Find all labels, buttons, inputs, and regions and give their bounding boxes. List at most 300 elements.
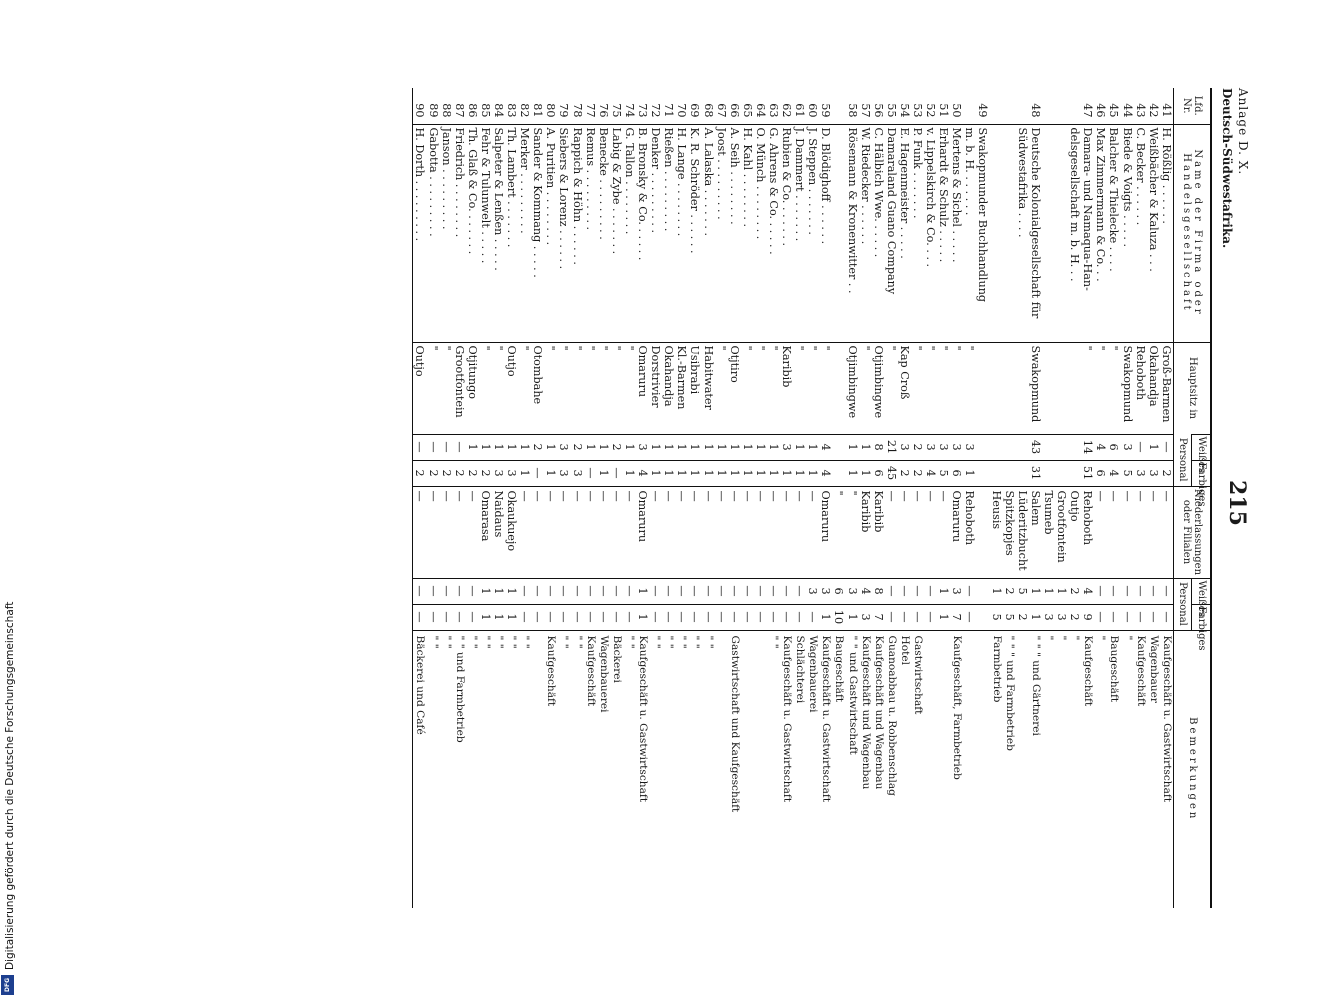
cell-niederlassung: — bbox=[610, 486, 623, 578]
cell-nr: 90 bbox=[413, 103, 427, 118]
cell-weiss-2: 5 bbox=[1016, 578, 1029, 604]
cell-weiss-2: 6 bbox=[832, 578, 845, 604]
cell-weiss: 1 bbox=[544, 434, 557, 460]
cell-farbig-2: — bbox=[1107, 604, 1120, 630]
cell-place: Okahandja bbox=[1147, 342, 1160, 434]
cell-place: " bbox=[937, 342, 950, 434]
header-niederlassungen: Niederlassungen oder Filialen bbox=[1173, 486, 1211, 578]
cell-farbig bbox=[1068, 460, 1081, 486]
cell-name bbox=[832, 124, 845, 342]
cell-nr: 42 bbox=[1146, 103, 1160, 118]
cell-place: Okahandja bbox=[662, 342, 675, 434]
cell-farbig-2: — bbox=[701, 604, 714, 630]
table-row bbox=[597, 88, 610, 908]
cell-farbig: 2 bbox=[1160, 460, 1174, 486]
cell-weiss: 1 bbox=[754, 434, 767, 460]
header-farbig-2: Farbiges bbox=[1192, 604, 1211, 630]
cell-weiss-2: — bbox=[688, 578, 701, 604]
cell-name: Erhardt & Schulz . . . . . bbox=[937, 124, 950, 342]
cell-niederlassung: — bbox=[557, 486, 570, 578]
cell-farbig-2: — bbox=[793, 604, 806, 630]
cell-place bbox=[1055, 342, 1068, 434]
header-bemerkungen: Bemerkungen bbox=[1173, 630, 1211, 908]
cell-farbig: 1 bbox=[518, 460, 531, 486]
cell-name: A. Lalaska . . . . . . . bbox=[701, 124, 714, 342]
cell-weiss: 1 bbox=[688, 434, 701, 460]
cell-bemerkung bbox=[741, 630, 754, 908]
cell-farbig: 4 bbox=[1107, 460, 1120, 486]
cell-farbig-2: — bbox=[1134, 604, 1147, 630]
cell-niederlassung: Rehoboth bbox=[1081, 486, 1094, 578]
cell-weiss-2: — bbox=[963, 578, 976, 604]
cell-weiss-2: — bbox=[715, 578, 728, 604]
cell-farbig: 1 bbox=[728, 460, 741, 486]
table-row bbox=[1094, 88, 1107, 908]
cell-nr: 73 bbox=[636, 103, 650, 118]
cell-weiss-2: — bbox=[1147, 578, 1160, 604]
cell-farbig: 6 bbox=[1094, 460, 1107, 486]
cell-niederlassung: Rehoboth bbox=[963, 486, 976, 578]
cell-nr: 78 bbox=[570, 103, 584, 118]
cell-place: " bbox=[610, 342, 623, 434]
cell-nr: 64 bbox=[753, 103, 767, 118]
cell-bemerkung: " " " und Farmbetrieb bbox=[1003, 630, 1016, 908]
cell-weiss: 3 bbox=[937, 434, 950, 460]
cell-nr: 50 bbox=[950, 103, 964, 118]
cell-weiss-2: 1 bbox=[636, 578, 649, 604]
cell-farbig-2: 1 bbox=[1029, 604, 1042, 630]
cell-bemerkung: Kaufgeschäft u. Gastwirtschaft bbox=[780, 630, 793, 908]
table-row bbox=[1042, 88, 1055, 908]
cell-farbig: 1 bbox=[662, 460, 675, 486]
cell-weiss: 1 bbox=[584, 434, 597, 460]
cell-name: D. Blödighoff . . . . . . bbox=[819, 124, 832, 342]
cell-place: Usibrabi bbox=[688, 342, 701, 434]
cell-weiss-2: — bbox=[662, 578, 675, 604]
cell-niederlassung: — bbox=[649, 486, 662, 578]
cell-bemerkung: Kaufgeschäft u. Gastwirtschaft bbox=[819, 630, 832, 908]
cell-nr: 84 bbox=[492, 103, 506, 118]
table-row bbox=[898, 88, 911, 908]
cell-bemerkung: Kaufgeschäft bbox=[1081, 630, 1094, 908]
cell-name: Remus . . . . . . . . . bbox=[584, 124, 597, 342]
cell-niederlassung: — bbox=[466, 486, 479, 578]
cell-bemerkung: Kaufgeschäft und Wagenbau bbox=[859, 630, 872, 908]
cell-nr: 86 bbox=[465, 103, 479, 118]
cell-place: Otjitungo bbox=[466, 342, 479, 434]
cell-weiss-2: 1 bbox=[479, 578, 492, 604]
cell-bemerkung: Wagenbauerei bbox=[597, 630, 610, 908]
cell-bemerkung bbox=[715, 630, 728, 908]
cell-weiss-2: — bbox=[728, 578, 741, 604]
cell-farbig bbox=[1003, 460, 1016, 486]
cell-niederlassung: — bbox=[924, 486, 937, 578]
cell-place: Swakopmund bbox=[1029, 342, 1042, 434]
cell-farbig: 1 bbox=[963, 460, 976, 486]
cell-nr: 51 bbox=[937, 103, 951, 118]
cell-name bbox=[990, 124, 1003, 342]
cell-niederlassung: Karibib bbox=[872, 486, 885, 578]
cell-niederlassung: — bbox=[1094, 486, 1107, 578]
cell-niederlassung: Omaruru bbox=[950, 486, 963, 578]
cell-place: Omaruru bbox=[636, 342, 649, 434]
cell-farbig-2: 7 bbox=[872, 604, 885, 630]
cell-farbig-2: — bbox=[1147, 604, 1160, 630]
cell-weiss-2: — bbox=[531, 578, 544, 604]
cell-farbig-2: — bbox=[728, 604, 741, 630]
cell-weiss-2: — bbox=[767, 578, 780, 604]
table-row bbox=[610, 88, 623, 908]
cell-weiss: 1 bbox=[675, 434, 688, 460]
cell-place: Rehoboth bbox=[1134, 342, 1147, 434]
cell-niederlassung: — bbox=[1134, 486, 1147, 578]
cell-farbig-2: 5 bbox=[990, 604, 1003, 630]
cell-name: m. b. H. . . . . . . bbox=[963, 124, 976, 342]
cell-weiss: 3 bbox=[636, 434, 649, 460]
cell-nr: 62 bbox=[780, 103, 794, 118]
cell-bemerkung bbox=[963, 630, 976, 908]
cell-weiss: 1 bbox=[845, 434, 858, 460]
cell-niederlassung: — bbox=[453, 486, 466, 578]
cell-farbig-2: — bbox=[754, 604, 767, 630]
cell-farbig: 1 bbox=[859, 460, 872, 486]
cell-nr: 69 bbox=[688, 103, 702, 118]
cell-place: Habitwater bbox=[701, 342, 714, 434]
cell-niederlassung: — bbox=[701, 486, 714, 578]
cell-place: " bbox=[715, 342, 728, 434]
cell-place: " bbox=[950, 342, 963, 434]
cell-farbig: 2 bbox=[440, 460, 453, 486]
cell-weiss-2: — bbox=[780, 578, 793, 604]
cell-name: Rappich & Höhn . . . . . . bbox=[571, 124, 584, 342]
cell-niederlassung: " bbox=[832, 486, 845, 578]
cell-niederlassung: — bbox=[728, 486, 741, 578]
table-row bbox=[1055, 88, 1068, 908]
cell-nr: 47 bbox=[1081, 103, 1095, 118]
cell-farbig: 1 bbox=[701, 460, 714, 486]
cell-bemerkung: " bbox=[1094, 630, 1107, 908]
cell-name: Max Zimmermann & Co. . . bbox=[1094, 124, 1107, 342]
cell-weiss-2: — bbox=[518, 578, 531, 604]
cell-place: " bbox=[584, 342, 597, 434]
table-row bbox=[1003, 88, 1016, 908]
cell-name: H. Dorth . . . . . . . . . bbox=[413, 124, 427, 342]
cell-farbig-2: — bbox=[924, 604, 937, 630]
table-row bbox=[413, 88, 427, 908]
cell-farbig: 1 bbox=[649, 460, 662, 486]
cell-bemerkung: " " bbox=[466, 630, 479, 908]
firm-register-table bbox=[412, 88, 1212, 908]
cell-niederlassung: — bbox=[662, 486, 675, 578]
header-name: Name der Firma oder Handelsgesellschaft bbox=[1173, 124, 1211, 342]
cell-farbig-2: — bbox=[963, 604, 976, 630]
cell-bemerkung: Gastwirtschaft und Kaufgeschäft bbox=[728, 630, 741, 908]
cell-nr: 80 bbox=[544, 103, 558, 118]
cell-niederlassung: Outjo bbox=[1068, 486, 1081, 578]
cell-farbig: 4 bbox=[924, 460, 937, 486]
cell-nr: 75 bbox=[609, 103, 623, 118]
cell-niederlassung: Salem bbox=[1029, 486, 1042, 578]
cell-place: " bbox=[754, 342, 767, 434]
cell-weiss: — bbox=[413, 434, 427, 460]
cell-weiss-2: — bbox=[544, 578, 557, 604]
cell-farbig-2: — bbox=[1160, 604, 1174, 630]
cell-weiss-2: 2 bbox=[1003, 578, 1016, 604]
cell-weiss-2: — bbox=[741, 578, 754, 604]
cell-farbig: 2 bbox=[479, 460, 492, 486]
cell-farbig-2: — bbox=[780, 604, 793, 630]
cell-farbig-2: 1 bbox=[845, 604, 858, 630]
cell-weiss: 1 bbox=[1147, 434, 1160, 460]
cell-weiss-2: — bbox=[557, 578, 570, 604]
cell-weiss-2: — bbox=[793, 578, 806, 604]
cell-farbig: 2 bbox=[898, 460, 911, 486]
cell-weiss: — bbox=[426, 434, 439, 460]
cell-place: Grootfontein bbox=[453, 342, 466, 434]
table-row bbox=[466, 88, 479, 908]
cell-niederlassung: — bbox=[741, 486, 754, 578]
cell-name: Benecke . . . . . . . . . bbox=[597, 124, 610, 342]
cell-nr: 52 bbox=[924, 103, 938, 118]
cell-farbig-2: 7 bbox=[950, 604, 963, 630]
cell-weiss-2: — bbox=[584, 578, 597, 604]
cell-farbig-2: — bbox=[1094, 604, 1107, 630]
cell-bemerkung: Baugeschäft bbox=[832, 630, 845, 908]
table-row bbox=[1016, 88, 1029, 908]
cell-bemerkung: Kaufgeschäft bbox=[544, 630, 557, 908]
cell-place bbox=[990, 342, 1003, 434]
cell-farbig-2: — bbox=[688, 604, 701, 630]
cell-name: A. Seih . . . . . . . . bbox=[728, 124, 741, 342]
cell-weiss-2: — bbox=[924, 578, 937, 604]
cell-farbig: 1 bbox=[793, 460, 806, 486]
cell-farbig-2: 2 bbox=[1016, 604, 1029, 630]
cell-place: Otjtiro bbox=[728, 342, 741, 434]
cell-farbig-2: 3 bbox=[1042, 604, 1055, 630]
cell-weiss-2: 2 bbox=[1068, 578, 1081, 604]
cell-nr: 83 bbox=[505, 103, 519, 118]
cell-name: Rubien & Co. . . . . . . bbox=[780, 124, 793, 342]
table-row bbox=[584, 88, 597, 908]
cell-niederlassung: — bbox=[623, 486, 636, 578]
header-farbig-1: Farbiges bbox=[1192, 460, 1211, 486]
cell-weiss-2: — bbox=[754, 578, 767, 604]
cell-name: Rießen . . . . . . . . . bbox=[662, 124, 675, 342]
cell-niederlassung: — bbox=[584, 486, 597, 578]
table-row bbox=[688, 88, 701, 908]
cell-farbig: 1 bbox=[767, 460, 780, 486]
cell-niederlassung: — bbox=[1120, 486, 1133, 578]
cell-weiss: 6 bbox=[1107, 434, 1120, 460]
cell-bemerkung: " bbox=[1042, 630, 1055, 908]
cell-place bbox=[1068, 342, 1081, 434]
cell-niederlassung: — bbox=[1160, 486, 1174, 578]
cell-place: " bbox=[557, 342, 570, 434]
cell-weiss: 1 bbox=[767, 434, 780, 460]
cell-name: Biede & Voigts . . . . . bbox=[1120, 124, 1133, 342]
cell-weiss: 21 bbox=[885, 434, 898, 460]
cell-nr: 60 bbox=[806, 103, 820, 118]
cell-farbig: 1 bbox=[715, 460, 728, 486]
cell-weiss: 8 bbox=[872, 434, 885, 460]
cell-name: Damara- und Namaqua-Han- bbox=[1081, 124, 1094, 342]
cell-weiss bbox=[832, 434, 845, 460]
table-row bbox=[976, 88, 989, 908]
cell-weiss-2: 1 bbox=[1042, 578, 1055, 604]
cell-farbig: 1 bbox=[845, 460, 858, 486]
cell-nr: 44 bbox=[1120, 103, 1134, 118]
cell-place: " bbox=[1094, 342, 1107, 434]
cell-nr: 71 bbox=[662, 103, 676, 118]
cell-name bbox=[1055, 124, 1068, 342]
cell-farbig-2: — bbox=[413, 604, 427, 630]
cell-weiss: 1 bbox=[793, 434, 806, 460]
cell-name: W. Riedecker . . . . . . bbox=[859, 124, 872, 342]
table-row bbox=[793, 88, 806, 908]
cell-bemerkung: " " bbox=[767, 630, 780, 908]
cell-name: H. Lange . . . . . . . . bbox=[675, 124, 688, 342]
cell-bemerkung: " " bbox=[505, 630, 518, 908]
cell-farbig-2: 2 bbox=[1068, 604, 1081, 630]
cell-farbig-2: — bbox=[531, 604, 544, 630]
cell-name: Sander & Kommang . . . . . bbox=[531, 124, 544, 342]
cell-farbig: 51 bbox=[1081, 460, 1094, 486]
table-row bbox=[623, 88, 636, 908]
cell-weiss bbox=[976, 434, 989, 460]
table-row bbox=[819, 88, 832, 908]
cell-farbig-2: 1 bbox=[819, 604, 832, 630]
cell-name: G. Ahrens & Co. . . . . . bbox=[767, 124, 780, 342]
cell-name bbox=[1042, 124, 1055, 342]
cell-place: " bbox=[793, 342, 806, 434]
cell-place: Otjimbingwe bbox=[872, 342, 885, 434]
table-row bbox=[544, 88, 557, 908]
cell-place: " bbox=[544, 342, 557, 434]
cell-farbig-2: — bbox=[662, 604, 675, 630]
cell-niederlassung: — bbox=[597, 486, 610, 578]
cell-weiss bbox=[1016, 434, 1029, 460]
cell-farbig: 5 bbox=[937, 460, 950, 486]
cell-nr: 77 bbox=[583, 103, 597, 118]
cell-weiss-2: — bbox=[885, 578, 898, 604]
cell-nr: 41 bbox=[1159, 103, 1173, 118]
cell-niederlassung: Naidaus bbox=[492, 486, 505, 578]
cell-farbig-2: — bbox=[518, 604, 531, 630]
cell-nr: 79 bbox=[557, 103, 571, 118]
cell-niederlassung: — bbox=[754, 486, 767, 578]
cell-farbig-2: 1 bbox=[636, 604, 649, 630]
header-row bbox=[1192, 88, 1211, 908]
cell-name: Friedrich . . . . . . . . bbox=[453, 124, 466, 342]
cell-niederlassung: — bbox=[518, 486, 531, 578]
cell-name: B. Bronsky & Co. . . . . . bbox=[636, 124, 649, 342]
cell-niederlassung: Heusis bbox=[990, 486, 1003, 578]
cell-farbig: 1 bbox=[597, 460, 610, 486]
cell-weiss: 1 bbox=[741, 434, 754, 460]
cell-niederlassung: Omaruru bbox=[819, 486, 832, 578]
cell-niederlassung: — bbox=[793, 486, 806, 578]
cell-weiss-2: 3 bbox=[819, 578, 832, 604]
table-row bbox=[440, 88, 453, 908]
cell-name: Mertens & Sichel . . . . . bbox=[950, 124, 963, 342]
table-row bbox=[767, 88, 780, 908]
cell-weiss: 1 bbox=[623, 434, 636, 460]
cell-place bbox=[1016, 342, 1029, 434]
cell-nr bbox=[1042, 88, 1055, 124]
cell-bemerkung: " " und Farmbetrieb bbox=[453, 630, 466, 908]
cell-farbig: — bbox=[584, 460, 597, 486]
cell-weiss-2: — bbox=[413, 578, 427, 604]
cell-farbig: 2 bbox=[413, 460, 427, 486]
cell-bemerkung: " bbox=[1055, 630, 1068, 908]
table-row bbox=[924, 88, 937, 908]
cell-nr: 65 bbox=[740, 103, 754, 118]
cell-name: J. Steppen . . . . . . . bbox=[806, 124, 819, 342]
cell-weiss-2: 1 bbox=[990, 578, 1003, 604]
cell-weiss: 1 bbox=[806, 434, 819, 460]
cell-weiss-2: 1 bbox=[505, 578, 518, 604]
cell-weiss: 1 bbox=[859, 434, 872, 460]
cell-weiss: 1 bbox=[466, 434, 479, 460]
cell-niederlassung: — bbox=[898, 486, 911, 578]
cell-name: Weißbächer & Kaluza . . . bbox=[1147, 124, 1160, 342]
cell-nr: 55 bbox=[884, 103, 898, 118]
table-row bbox=[832, 88, 845, 908]
cell-weiss-2: 3 bbox=[845, 578, 858, 604]
cell-weiss: 1 bbox=[479, 434, 492, 460]
table-row bbox=[1068, 88, 1081, 908]
cell-place: " bbox=[518, 342, 531, 434]
cell-name: Siebers & Lorenz . . . . . . bbox=[557, 124, 570, 342]
cell-niederlassung: Karibib bbox=[859, 486, 872, 578]
cell-weiss-2: 4 bbox=[859, 578, 872, 604]
cell-nr: 53 bbox=[911, 103, 925, 118]
cell-weiss: 3 bbox=[557, 434, 570, 460]
cell-name: Janson . . . . . . . . . bbox=[440, 124, 453, 342]
cell-farbig: 1 bbox=[675, 460, 688, 486]
table-row bbox=[1107, 88, 1120, 908]
cell-weiss-2: 1 bbox=[1029, 578, 1042, 604]
cell-farbig-2: — bbox=[426, 604, 439, 630]
cell-weiss: 1 bbox=[715, 434, 728, 460]
cell-name: Labig & Zybe . . . . . . . bbox=[610, 124, 623, 342]
cell-bemerkung bbox=[924, 630, 937, 908]
cell-weiss: 14 bbox=[1081, 434, 1094, 460]
cell-place: " bbox=[806, 342, 819, 434]
cell-bemerkung: " " bbox=[440, 630, 453, 908]
cell-niederlassung: Spitzkopjes bbox=[1003, 486, 1016, 578]
cell-niederlassung: — bbox=[885, 486, 898, 578]
cell-place: " bbox=[1081, 342, 1094, 434]
cell-nr: 72 bbox=[649, 103, 663, 118]
cell-farbig: 3 bbox=[571, 460, 584, 486]
cell-weiss-2: — bbox=[1134, 578, 1147, 604]
table-row bbox=[426, 88, 439, 908]
cell-niederlassung: Tsumeb bbox=[1042, 486, 1055, 578]
cell-place: " bbox=[1107, 342, 1120, 434]
cell-farbig: 45 bbox=[885, 460, 898, 486]
cell-weiss-2: — bbox=[1120, 578, 1133, 604]
table-row bbox=[728, 88, 741, 908]
cell-place: Kap Croß bbox=[898, 342, 911, 434]
cell-niederlassung: — bbox=[675, 486, 688, 578]
cell-bemerkung: " " bbox=[479, 630, 492, 908]
cell-name: Balcher & Thielecke . . . . bbox=[1107, 124, 1120, 342]
table-row bbox=[741, 88, 754, 908]
cell-nr: 88 bbox=[439, 103, 453, 118]
table-row bbox=[885, 88, 898, 908]
cell-place bbox=[832, 342, 845, 434]
